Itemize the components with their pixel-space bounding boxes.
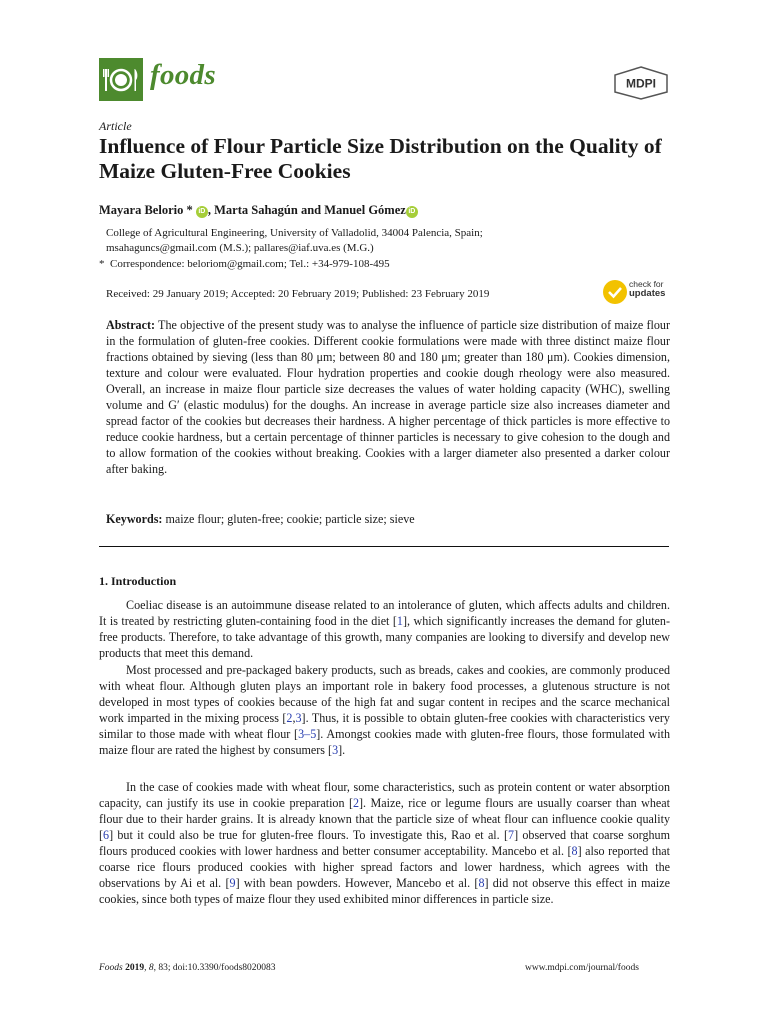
- check-updates-icon[interactable]: [602, 279, 628, 310]
- correspondence: [99, 257, 390, 272]
- citation-link[interactable]: 9: [229, 876, 236, 890]
- paragraph-text: ] observed that coarse sorghum flours produced cookies with lower hardness and better consumer acceptability. Mancebo et al. [: [99, 828, 671, 858]
- citation-link[interactable]: 3–5: [298, 727, 317, 741]
- keywords-label: Keywords:: [106, 512, 163, 526]
- paragraph-text: ] did not observe this effect in maize cookies, since both types of maize flour they used exhibited minor differences in particle size.: [99, 876, 670, 906]
- keywords-text: maize flour; gluten-free; cookie; particle size; sieve: [162, 512, 415, 526]
- paragraph-text: ,: [292, 711, 296, 725]
- citation-link[interactable]: 6: [103, 828, 110, 842]
- citation-link[interactable]: 2: [352, 796, 360, 810]
- footer-year: 2019: [122, 963, 145, 973]
- author-list: [99, 203, 418, 218]
- orcid-icon[interactable]: iD: [196, 206, 208, 218]
- paper-title: Influence of Flour Particle Size Distribution on the Quality of Maize Gluten-Free Cookies: [99, 134, 662, 183]
- paragraph-text: ] but it could also be true for gluten-free flours. To investigate this, Rao et al. [: [109, 828, 509, 842]
- paragraph-text: ], which significantly increases the demand for gluten-free products. Therefore, to take advantage of this growth, many companies are looking to diversify and develop new products that meet this demand.: [99, 614, 670, 660]
- paragraph-text: ]. Amongst cookies made with gluten-free flours, those formulated with maize flour are rated the highest by consumers [: [99, 727, 670, 757]
- paragraph-text: ]. Maize, rice or legume flours are usually coarser than wheat flour due to their harder grains. It is already known that the particle size of wheat flour can influence cookie quality [: [99, 796, 670, 842]
- citation-link[interactable]: 1: [396, 614, 403, 628]
- section-heading: 1. Introduction: [99, 574, 177, 588]
- footer-volume: , 8: [144, 963, 154, 973]
- section-divider: [99, 546, 669, 547]
- check-updates-line1: check for: [629, 279, 664, 289]
- citation-link[interactable]: 8: [478, 876, 485, 890]
- abstract: [106, 317, 670, 477]
- paragraph-text: ]. Thus, it is possible to obtain gluten-free cookies with characteristics very similar to those made with wheat flour [: [99, 711, 670, 741]
- mdpi-logo: [612, 66, 670, 105]
- paragraph-text: ] also reported that coarse rice flours produced cookies with higher spread factors and lower hardness, which agrees with the observations by Ai et al. [: [99, 844, 670, 890]
- author-separator: and: [297, 203, 325, 217]
- check-updates-label[interactable]: [629, 280, 665, 298]
- paragraph: [99, 662, 670, 758]
- author-separator: ,: [207, 203, 215, 217]
- orcid-icon[interactable]: iD: [406, 206, 418, 218]
- correspondence-text: Correspondence: beloriom@gmail.com; Tel.: +34-979-108-495: [110, 258, 390, 270]
- publication-dates: Received: 29 January 2019; Accepted: 20 February 2019; Published: 23 February 2019: [106, 288, 490, 300]
- author-name[interactable]: Mayara Belorio *: [99, 203, 193, 217]
- paragraph-text: In the case of cookies made with wheat flour, some characteristics, such as protein content or water absorption capacity, can justify its use in cookie preparation [: [99, 780, 670, 810]
- footer-url[interactable]: www.mdpi.com/journal/foods: [525, 963, 639, 973]
- correspondence-star: *: [99, 258, 105, 270]
- keywords: [106, 512, 670, 527]
- citation-link[interactable]: 3: [295, 711, 302, 725]
- paragraph-text: Coeliac disease is an autoimmune disease related to an intolerance of gluten, which affects adults and children. It is treated by restricting gluten-containing food in the diet [: [99, 598, 670, 628]
- publisher-name: MDPI: [626, 76, 656, 91]
- paragraph-text: Most processed and pre-packaged bakery products, such as breads, cakes and cookies, are commonly produced with wheat flour. Although gluten plays an important role in bakery food processes, a glutenous structure is not developed in most types of cookies because of the high fat and sugar content in recipes and the scarce mechanical work imparted in the mixing process [: [99, 663, 670, 725]
- paragraph: [99, 779, 670, 907]
- footer-journal: Foods: [99, 963, 123, 973]
- citation-link[interactable]: 8: [571, 844, 578, 858]
- paragraph: [99, 597, 670, 661]
- author-name[interactable]: Marta Sahagún: [214, 203, 298, 217]
- affiliation-emails[interactable]: msahaguncs@gmail.com (M.S.); pallares@iaf.uva.es (M.G.): [106, 242, 374, 254]
- footer-citation: [99, 963, 276, 973]
- journal-name: foods: [150, 59, 216, 91]
- journal-logo-icon: [99, 58, 143, 101]
- author-name[interactable]: Manuel Gómez: [324, 203, 406, 217]
- footer-doi: , 83; doi:10.3390/foods8020083: [153, 963, 276, 973]
- citation-link[interactable]: 3: [332, 743, 339, 757]
- paragraph-text: ] with bean powders. However, Mancebo et al. [: [235, 876, 479, 890]
- affiliation-line: College of Agricultural Engineering, University of Valladolid, 34004 Palencia, Spain;: [106, 227, 483, 239]
- check-updates-line2: updates: [629, 288, 666, 299]
- article-type: Article: [99, 119, 132, 133]
- abstract-text: The objective of the present study was to analyse the influence of particle size distribution of maize flour in the formulation of gluten-free cookies. Different cookie formulations were made with three distinct maize flour fractions obtained by sieving (less than 80 μm; between 80 and 180 μm; greater than 180 μm). Cookies dimension, texture and colour were evaluated. Flour hydration properties and cookie dough rheology were also measured. Overall, an increase in maize flour particle size decreases the values of water holding capacity (WHC), swelling volume and G′ (elastic modulus) for the doughs. An increase in average particle size also increases diameter and spread factor of the cookies but decreases their hardness. A higher percentage of thick particles is more effective to reduce cookie hardness, but a certain percentage of thinner particles is necessary to give cohesion to the dough and to allow formation of the cookies without breaking. Cookies with a larger diameter also presented a darker colour after baking.: [106, 318, 670, 476]
- abstract-label: Abstract:: [106, 318, 156, 332]
- citation-link[interactable]: 2: [286, 711, 293, 725]
- citation-link[interactable]: 7: [508, 828, 515, 842]
- paragraph-text: ].: [338, 743, 346, 757]
